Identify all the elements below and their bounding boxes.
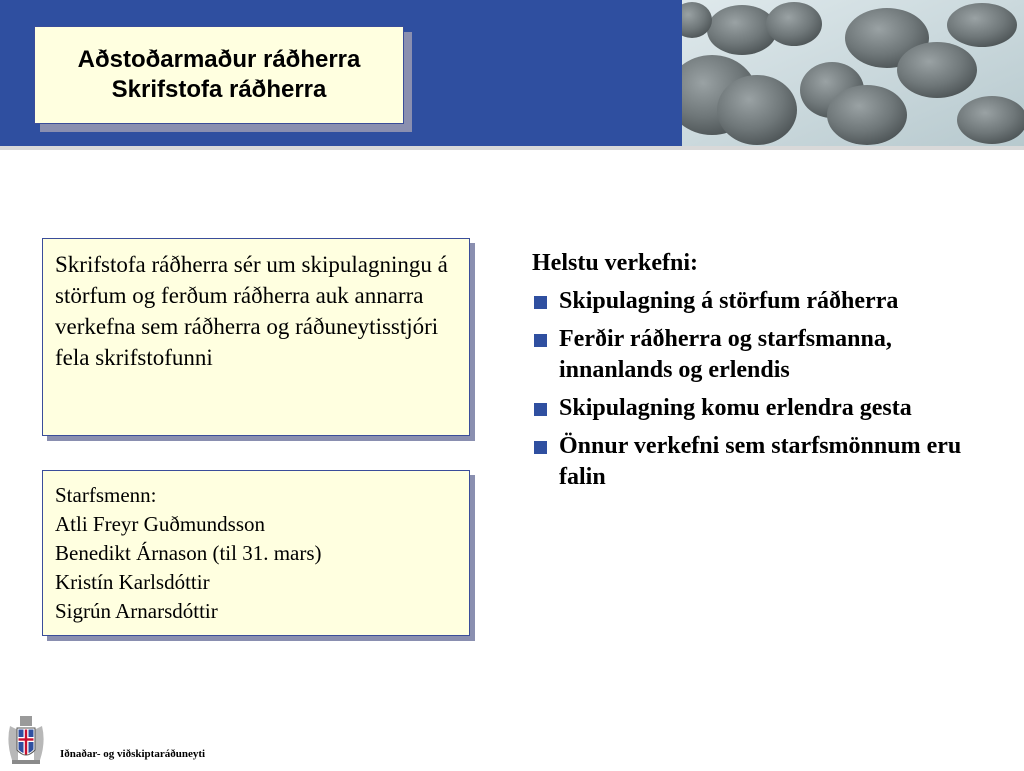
- task-item: [532, 286, 972, 317]
- staff-member: Atli Freyr Guðmundsson: [55, 512, 265, 536]
- description-text: Skrifstofa ráðherra sér um skipulagningu á störfum og ferðum ráðherra auk annarra verkefna sem ráðherra og ráðuneytisstjóri fela skrifstofunni: [55, 252, 448, 370]
- staff-box: [42, 470, 470, 636]
- task-item-text: Skipulagning komu erlendra gesta: [559, 395, 912, 421]
- header-divider: [0, 146, 1024, 150]
- square-bullet-icon: [534, 334, 547, 347]
- staff-member: Kristín Karlsdóttir: [55, 570, 210, 594]
- task-item: [532, 393, 972, 424]
- task-item: [532, 431, 972, 493]
- square-bullet-icon: [534, 296, 547, 309]
- staff-member: Sigrún Arnarsdóttir: [55, 599, 218, 623]
- tasks-list: [532, 248, 972, 500]
- task-item-text: Skipulagning á störfum ráðherra: [559, 288, 899, 314]
- task-item-text: Önnur verkefni sem starfsmönnum eru falin: [559, 433, 962, 490]
- staff-heading: Starfsmenn:: [55, 483, 157, 507]
- tasks-heading: Helstu verkefni:: [532, 250, 698, 276]
- staff-member: Benedikt Árnason (til 31. mars): [55, 541, 322, 565]
- task-item: [532, 324, 972, 386]
- description-box: [42, 238, 470, 436]
- square-bullet-icon: [534, 403, 547, 416]
- coat-of-arms-icon: [4, 712, 48, 766]
- task-item-text: Ferðir ráðherra og starfsmanna, innanlands og erlendis: [559, 326, 892, 383]
- title-box: [34, 26, 404, 124]
- stones-image-icon: [682, 0, 1024, 146]
- square-bullet-icon: [534, 441, 547, 454]
- page-title-line-1: Aðstoðarmaður ráðherra: [77, 46, 361, 73]
- page-title-line-2: Skrifstofa ráðherra: [111, 76, 327, 103]
- ministry-name: Iðnaðar- og viðskiptaráðuneyti: [60, 748, 206, 760]
- stones-photo: [682, 0, 1024, 146]
